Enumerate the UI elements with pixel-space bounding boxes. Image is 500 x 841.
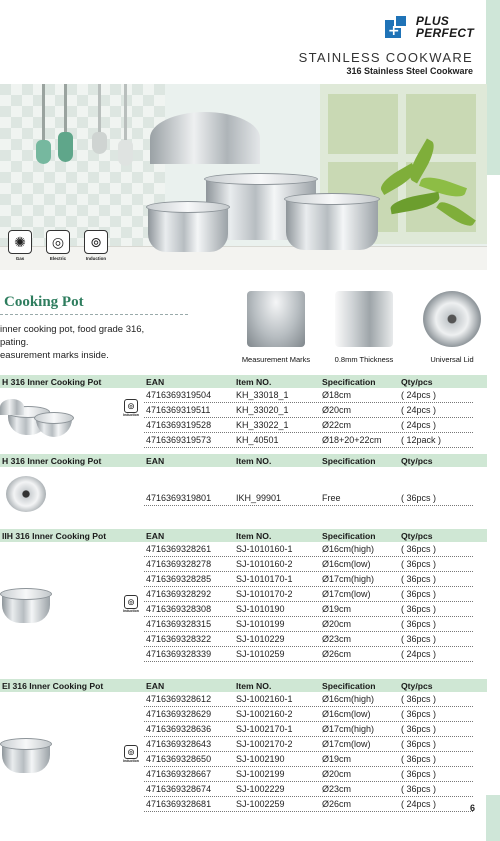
brand-logo [385,14,474,40]
quantity-cell: ( 36pcs ) [401,544,437,554]
item-number-cell: SJ-1002160-1 [236,694,293,704]
specification-cell: Ø18cm [322,390,352,400]
table-header: H 316 Inner Cooking Pot EAN Item NO. Specification Qty/pcs [0,375,487,388]
ean-cell: 4716369328322 [146,634,212,644]
specification-cell: Ø26cm [322,799,352,809]
universal-lid-photo [423,291,481,347]
feature-highlights [232,291,496,364]
specification-cell: Ø16cm(low) [322,709,371,719]
item-number-cell: SJ-1010199 [236,619,285,629]
ean-cell: 4716369319573 [146,435,212,445]
specification-cell: Ø17cm(high) [322,574,375,584]
induction-badge: ⊚ Induction [123,400,139,417]
ean-cell: 4716369319528 [146,420,212,430]
brand-name-line1: PLUS [415,14,450,28]
ean-cell: 4716369328285 [146,574,212,584]
electric-icon: ◎ [46,230,70,254]
catalog-title: STAINLESS COOKWARE [298,50,473,65]
specification-cell: Ø20cm [322,619,352,629]
item-number-cell: KH_33018_1 [236,390,289,400]
cooktop-compatibility [8,230,108,261]
pot-lid-image [150,112,260,164]
catalog-subtitle: 316 Stainless Steel Cookware [346,66,473,76]
quantity-cell: ( 24pcs ) [401,799,437,809]
specification-cell: Ø18+20+22cm [322,435,382,445]
table-row [0,587,487,602]
induction-icon: ⊚ [124,745,138,759]
item-number-cell: SJ-1010160-2 [236,559,293,569]
feature-universal-lid: Universal Lid [408,291,496,364]
product-table-3 [0,529,487,659]
quantity-cell: ( 36pcs ) [401,694,437,704]
feature-thickness: 0.8mm Thickness [320,291,408,364]
quantity-cell: ( 36pcs ) [401,574,437,584]
specification-cell: Ø26cm [322,649,352,659]
ean-cell: 4716369328339 [146,649,212,659]
item-number-cell: SJ-1002170-2 [236,739,293,749]
quantity-cell: ( 36pcs ) [401,589,437,599]
specification-cell: Ø17cm(low) [322,589,371,599]
table-header: IIH 316 Inner Cooking Pot EAN Item NO. Specification Qty/pcs [0,529,487,542]
item-number-cell: SJ-1002160-2 [236,709,293,719]
item-number-cell: SJ-1010160-1 [236,544,293,554]
item-number-cell: KH_33022_1 [236,420,289,430]
table-row [0,403,487,418]
item-number-cell: SJ-1010259 [236,649,285,659]
section-description: inner cooking pot, food grade 316, pating. easurement marks inside. [0,324,145,361]
measurement-marks-photo [247,291,305,347]
table-row [0,707,487,722]
ean-cell: 4716369319511 [146,405,211,415]
pot-image [148,206,228,252]
specification-cell: Ø20cm [322,769,352,779]
table-row [0,632,487,647]
specification-cell: Ø16cm(high) [322,544,375,554]
table-header: H 316 Inner Cooking Pot EAN Item NO. Specification Qty/pcs [0,454,487,467]
ean-cell: 4716369328674 [146,784,212,794]
page-number: 6 [470,803,476,813]
table-row [0,692,487,707]
table-row [0,388,487,403]
ean-cell: 4716369328667 [146,769,212,779]
quantity-cell: ( 36pcs ) [401,559,437,569]
specification-cell: Ø23cm [322,784,352,794]
specification-cell: Ø17cm(low) [322,739,371,749]
ean-cell: 4716369328292 [146,589,212,599]
ean-cell: 4716369328278 [146,559,212,569]
table-row [0,602,487,617]
specification-cell: Ø17cm(high) [322,724,375,734]
thickness-photo [335,291,393,347]
ean-cell: 4716369319801 [146,493,212,503]
table-row [0,557,487,572]
gas-cooktop: ✺ Gas [8,230,32,261]
table-row [0,542,487,557]
item-number-cell: SJ-1010229 [236,634,285,644]
table-row [0,797,487,812]
induction-icon: ⊚ [124,595,138,609]
ean-cell: 4716369328643 [146,739,212,749]
item-number-cell: SJ-1010170-2 [236,589,293,599]
table-row [0,491,487,506]
specification-cell: Free [322,493,341,503]
feature-measurement-marks: Measurement Marks [232,291,320,364]
item-number-cell: IKH_99901 [236,493,282,503]
quantity-cell: ( 36pcs ) [401,604,437,614]
item-number-cell: SJ-1010170-1 [236,574,293,584]
table-row [0,722,487,737]
quantity-cell: ( 36pcs ) [401,709,437,719]
product-table-4 [0,679,487,809]
table-row [0,572,487,587]
quantity-cell: ( 36pcs ) [401,493,437,503]
item-number-cell: SJ-1010190 [236,604,285,614]
ean-cell: 4716369328308 [146,604,212,614]
induction-icon: ⊚ [84,230,108,254]
table-row [0,617,487,632]
bottom-accent-stripe [486,795,500,841]
electric-cooktop: ◎ Electric [46,230,70,261]
table-row [0,767,487,782]
ean-cell: 4716369328261 [146,544,212,554]
specification-cell: Ø19cm [322,604,352,614]
product-table-1 [0,375,487,445]
table-row [0,752,487,767]
specification-cell: Ø16cm(high) [322,694,375,704]
table-row [0,418,487,433]
item-number-cell: SJ-1002229 [236,784,285,794]
plus-logo-icon: + [385,14,411,40]
table-row [0,782,487,797]
table-row [0,737,487,752]
quantity-cell: ( 24pcs ) [401,390,437,400]
specification-cell: Ø16cm(low) [322,559,371,569]
gas-icon: ✺ [8,230,32,254]
quantity-cell: ( 24pcs ) [401,649,437,659]
item-number-cell: KH_40501 [236,435,279,445]
quantity-cell: ( 36pcs ) [401,619,437,629]
table-header: EI 316 Inner Cooking Pot EAN Item NO. Specification Qty/pcs [0,679,487,692]
quantity-cell: ( 36pcs ) [401,739,437,749]
quantity-cell: ( 36pcs ) [401,724,437,734]
brand-name-line2: PERFECT [415,26,474,40]
ean-cell: 4716369328629 [146,709,212,719]
quantity-cell: ( 36pcs ) [401,769,437,779]
ean-cell: 4716369328612 [146,694,212,704]
quantity-cell: ( 24pcs ) [401,420,437,430]
product-table-2 [0,454,487,503]
ean-cell: 4716369319504 [146,390,212,400]
quantity-cell: ( 24pcs ) [401,405,437,415]
ean-cell: 4716369328681 [146,799,212,809]
quantity-cell: ( 36pcs ) [401,784,437,794]
induction-badge: ⊚ Induction [123,596,139,613]
section-title: Cooking Pot [4,294,84,310]
specification-cell: Ø20cm [322,405,352,415]
specification-cell: Ø19cm [322,754,352,764]
ean-cell: 4716369328636 [146,724,212,734]
induction-badge: ⊚ Induction [123,746,139,763]
table-row [0,647,487,662]
specification-cell: Ø22cm [322,420,352,430]
item-number-cell: SJ-1002199 [236,769,285,779]
item-number-cell: SJ-1002259 [236,799,285,809]
item-number-cell: KH_33020_1 [236,405,289,415]
section-divider [0,314,188,315]
pot-image [286,198,378,250]
table-row [0,433,487,448]
ean-cell: 4716369328650 [146,754,212,764]
induction-cooktop: ⊚ Induction [84,230,108,261]
ean-cell: 4716369328315 [146,619,212,629]
item-number-cell: SJ-1002190 [236,754,285,764]
top-accent-stripe [486,0,500,175]
quantity-cell: ( 12pack ) [401,435,442,445]
induction-icon: ⊚ [124,399,138,413]
quantity-cell: ( 36pcs ) [401,634,437,644]
specification-cell: Ø23cm [322,634,352,644]
quantity-cell: ( 36pcs ) [401,754,437,764]
item-number-cell: SJ-1002170-1 [236,724,293,734]
